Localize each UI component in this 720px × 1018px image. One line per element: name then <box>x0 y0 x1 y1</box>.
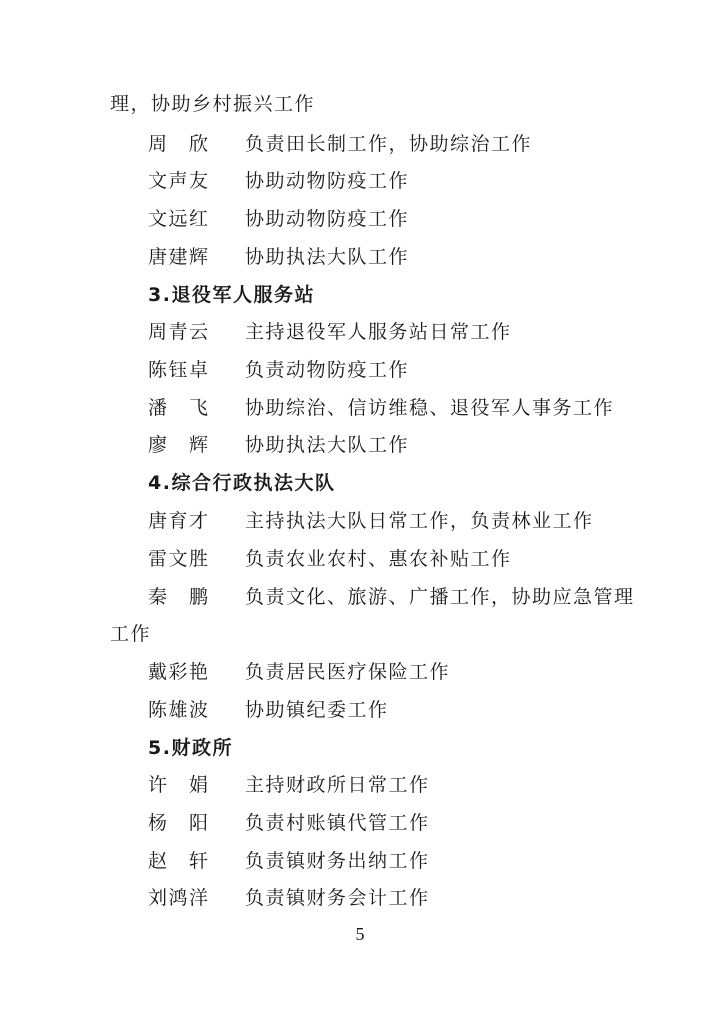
staff-name: 潘 飞 <box>148 397 210 419</box>
staff-duty: 负责文化、旅游、广播工作，协助应急管理 <box>245 586 635 608</box>
staff-duty: 主持退役军人服务站日常工作 <box>245 321 512 343</box>
staff-duty: 负责居民医疗保险工作 <box>245 661 451 683</box>
staff-duty: 协助执法大队工作 <box>245 246 410 268</box>
staff-duty: 主持财政所日常工作 <box>245 774 430 796</box>
staff-name: 雷文胜 <box>148 548 210 570</box>
staff-duty: 主持执法大队日常工作，负责林业工作 <box>245 510 594 532</box>
staff-duty: 负责动物防疫工作 <box>245 359 410 381</box>
staff-name: 周青云 <box>148 321 210 343</box>
continued-text-line: 工作 <box>110 623 152 645</box>
staff-duty: 协助动物防疫工作 <box>245 208 410 230</box>
staff-duty: 协助动物防疫工作 <box>245 170 410 192</box>
staff-name: 文远红 <box>148 208 210 230</box>
staff-name: 廖 辉 <box>148 434 210 456</box>
staff-duty: 协助执法大队工作 <box>245 434 410 456</box>
staff-name: 陈钰卓 <box>148 359 210 381</box>
section-heading: 5.财政所 <box>148 737 233 759</box>
staff-duty: 负责村账镇代管工作 <box>245 812 430 834</box>
staff-duty: 负责农业农村、惠农补贴工作 <box>245 548 512 570</box>
page-number: 5 <box>355 924 365 944</box>
staff-name: 赵 轩 <box>148 850 210 872</box>
staff-name: 文声友 <box>148 170 210 192</box>
staff-name: 许 娟 <box>148 774 210 796</box>
staff-name: 刘鸿洋 <box>148 887 210 909</box>
continued-text-line: 理，协助乡村振兴工作 <box>110 93 316 115</box>
section-heading: 3.退役军人服务站 <box>148 284 315 306</box>
staff-name: 秦 鹏 <box>148 586 210 608</box>
staff-name: 戴彩艳 <box>148 661 210 683</box>
staff-duty: 负责镇财务会计工作 <box>245 887 430 909</box>
staff-name: 杨 阳 <box>148 812 210 834</box>
staff-name: 周 欣 <box>148 133 210 155</box>
staff-name: 唐建辉 <box>148 246 210 268</box>
section-heading: 4.综合行政执法大队 <box>148 472 336 494</box>
staff-name: 陈雄波 <box>148 699 210 721</box>
staff-name: 唐育才 <box>148 510 210 532</box>
staff-duty: 负责田长制工作，协助综治工作 <box>245 133 533 155</box>
staff-duty: 协助镇纪委工作 <box>245 699 389 721</box>
staff-duty: 负责镇财务出纳工作 <box>245 850 430 872</box>
staff-duty: 协助综治、信访维稳、退役军人事务工作 <box>245 397 615 419</box>
